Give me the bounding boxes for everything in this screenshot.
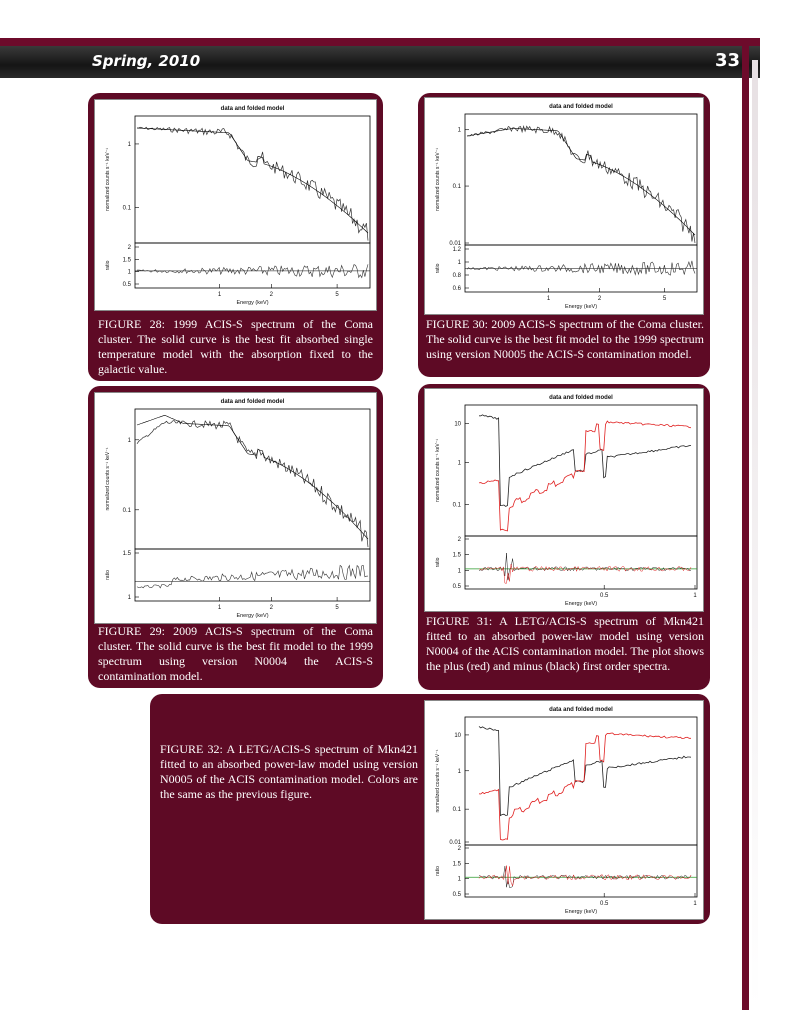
x-tick-label: 5 [335, 292, 339, 298]
plus-ratio-residuals [479, 564, 691, 583]
y-tick-label: 0.1 [452, 807, 461, 814]
figure-30-chart [425, 98, 703, 314]
y-axis-label: normalized counts s⁻¹ keV⁻¹ [105, 147, 111, 212]
figure-32-caption: FIGURE 32: A LETG/ACIS-S spectrum of Mkn421 fitted to an absorbed power-law model using version N0005 of the ACIS contamination model. Colors are the same as the previous figure. [160, 742, 418, 801]
chart-title: data and folded model [549, 104, 613, 110]
y-axis-label: normalized counts s⁻¹ keV⁻¹ [435, 438, 441, 503]
x-tick-label: 2 [269, 292, 273, 298]
x-tick-label: 5 [335, 605, 339, 611]
ratio-plot-frame [465, 845, 697, 897]
x-axis-label: Energy (keV) [564, 304, 598, 310]
figure-32-chart [425, 701, 703, 919]
y-tick-label: 0.1 [122, 205, 131, 212]
figure-31-plot [424, 388, 704, 612]
figure-28-caption: FIGURE 28: 1999 ACIS-S spectrum of the Coma cluster. The solid curve is the best fit absorbed single temperature model with the absorption fixed to the galactic value. [98, 317, 373, 376]
ratio-tick-label: 1 [457, 876, 461, 883]
ratio-axis-label: ratio [435, 263, 441, 274]
x-tick-label: 0.5 [600, 593, 609, 599]
figure-29-plot [94, 392, 377, 624]
ratio-residuals [137, 565, 368, 588]
page-header [0, 46, 760, 78]
section-title: Spring, 2010 [92, 52, 201, 70]
figure-31-caption: FIGURE 31: A LETG/ACIS-S spectrum of Mkn421 fitted to an absorbed power-law model using version N0004 of the ACIS contamination model. The plot shows the plus (red) and minus (black) first order spectra. [426, 614, 704, 673]
x-axis-label: Energy (keV) [236, 300, 269, 306]
y-tick-label: 0.1 [122, 507, 131, 514]
x-axis-label: Energy (keV) [236, 613, 269, 619]
figure-28-chart [95, 100, 376, 310]
chart-title: data and folded model [549, 395, 613, 401]
best-fit-model [467, 128, 695, 235]
x-tick-label: 5 [662, 296, 667, 302]
y-axis-label: normalized counts s⁻¹ keV⁻¹ [435, 749, 441, 813]
plus-order-spectrum [479, 421, 691, 531]
ratio-residuals [467, 261, 695, 275]
ratio-tick-label: 1.5 [122, 257, 131, 264]
ratio-tick-label: 0.5 [452, 892, 461, 898]
y-tick-label: 1 [127, 437, 131, 444]
ratio-tick-label: 2 [457, 846, 461, 852]
figure-29-chart [95, 393, 376, 623]
ratio-tick-label: 0.5 [122, 282, 131, 288]
figure-28-panel [88, 93, 383, 381]
figure-32-panel [150, 694, 710, 924]
x-tick-label: 0.5 [600, 901, 609, 907]
figure-28-plot [94, 99, 377, 311]
best-fit-model [137, 128, 368, 233]
x-tick-label: 2 [269, 605, 273, 611]
figure-32-plot [424, 700, 704, 920]
ratio-tick-label: 1.5 [122, 551, 131, 557]
chart-title: data and folded model [549, 707, 613, 713]
x-tick-label: 2 [597, 296, 602, 302]
ratio-plot-frame [135, 243, 370, 288]
ratio-tick-label: 1 [457, 260, 461, 266]
figure-29-panel [88, 386, 383, 688]
y-tick-label: 1 [457, 127, 461, 134]
ratio-tick-label: 1.5 [452, 552, 461, 559]
ratio-axis-label: ratio [105, 570, 111, 580]
ratio-tick-label: 1.2 [452, 247, 461, 253]
best-fit-model [137, 415, 368, 539]
minus-order-spectrum [479, 726, 691, 815]
x-axis-label: Energy (keV) [564, 909, 598, 915]
spectrum-data [467, 126, 695, 243]
x-tick-label: 1 [217, 605, 222, 611]
y-tick-label: 1 [127, 141, 131, 148]
page-number: 33 [714, 50, 740, 71]
y-tick-label: 0.01 [449, 241, 461, 247]
ratio-tick-label: 0.5 [452, 584, 461, 590]
spectrum-data [137, 127, 368, 240]
main-plot-frame [135, 409, 370, 549]
ratio-plot-frame [465, 536, 697, 589]
minus-ratio-residuals [479, 866, 691, 888]
y-tick-label: 0.1 [452, 184, 461, 191]
x-tick-label: 1 [693, 901, 697, 907]
main-plot-frame [135, 116, 370, 243]
x-tick-label: 1 [217, 292, 222, 298]
x-tick-label: 1 [693, 593, 697, 599]
ratio-tick-label: 0.6 [452, 286, 461, 292]
y-tick-label: 10 [454, 421, 461, 428]
x-axis-label: Energy (keV) [564, 601, 598, 607]
x-tick-label: 1 [546, 296, 551, 302]
side-fade [752, 60, 758, 1010]
ratio-axis-label: ratio [435, 557, 441, 568]
spectrum-data [137, 421, 368, 548]
chart-title: data and folded model [220, 106, 285, 112]
figure-30-plot [424, 97, 704, 315]
figure-30-panel [418, 93, 710, 377]
figure-31-panel [418, 384, 710, 690]
ratio-tick-label: 2 [457, 537, 461, 543]
y-tick-label: 0.01 [449, 840, 461, 846]
ratio-tick-label: 1 [127, 269, 131, 276]
ratio-tick-label: 1.5 [452, 861, 461, 868]
main-plot-frame [465, 114, 697, 245]
figure-29-caption: FIGURE 29: 2009 ACIS-S spectrum of the Coma cluster. The solid curve is the best fit model to the 1999 spectrum using version N0004 the ACIS-S contamination model. [98, 624, 373, 683]
y-axis-label: normalized counts s⁻¹ keV⁻¹ [105, 447, 111, 511]
ratio-axis-label: ratio [435, 866, 441, 876]
y-tick-label: 1 [457, 460, 461, 467]
y-tick-label: 1 [457, 768, 461, 775]
minus-order-spectrum [479, 415, 691, 507]
ratio-axis-label: ratio [105, 260, 111, 271]
y-tick-label: 0.1 [452, 502, 461, 509]
side-bar [742, 38, 749, 1010]
chart-title: data and folded model [220, 399, 285, 405]
ratio-tick-label: 2 [127, 245, 131, 251]
figure-31-chart [425, 389, 703, 611]
figure-30-caption: FIGURE 30: 2009 ACIS-S spectrum of the Coma cluster. The solid curve is the best fit model to the 1999 spectrum using version N0005 the ACIS-S contamination model. [426, 317, 704, 361]
ratio-tick-label: 1 [457, 568, 461, 575]
ratio-tick-label: 0.8 [452, 273, 461, 279]
y-tick-label: 10 [454, 732, 461, 739]
ratio-tick-label: 1 [127, 595, 131, 601]
y-axis-label: normalized counts s⁻¹ keV⁻¹ [435, 147, 441, 212]
